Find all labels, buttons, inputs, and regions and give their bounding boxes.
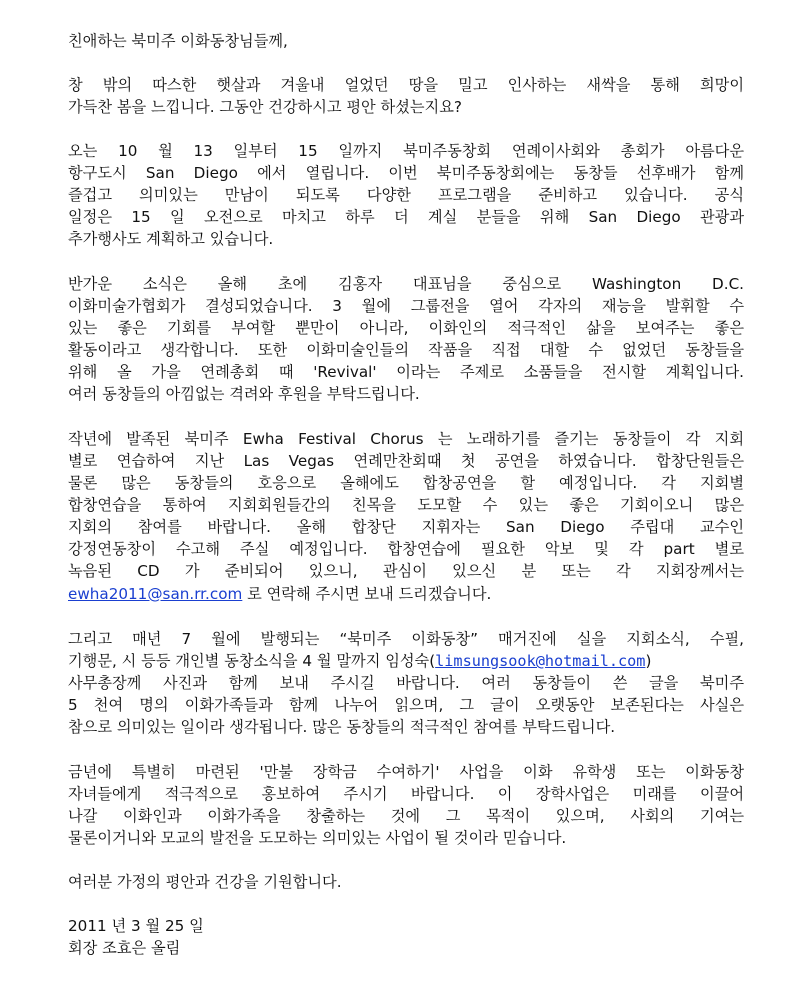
- paragraph-3-line: 활동이라고 생각합니다. 또한 이화미술인들의 작품을 직접 대할 수 없었던 동창들을: [68, 341, 744, 359]
- paragraph-5-line-text: ): [645, 652, 652, 670]
- salutation: 친애하는 북미주 이화동창님들께,: [68, 32, 288, 50]
- paragraph-4-line: 작년에 발족된 북미주 Ewha Festival Chorus 는 노래하기를 즐기는 동창들이 각 지회: [68, 430, 744, 448]
- paragraph-2-line: 일정은 15 일 오전으로 마치고 하루 더 계실 분들을 위해 San Diego 관광과: [68, 208, 744, 226]
- paragraph-3-line: 여러 동창들의 아낌없는 격려와 후원을 부탁드립니다.: [68, 385, 420, 403]
- paragraph-4-line: 지회의 참여를 바랍니다. 올해 합창단 지휘자는 San Diego 주립대 교수인: [68, 518, 744, 536]
- closing-line: 여러분 가정의 평안과 건강을 기원합니다.: [68, 873, 342, 891]
- paragraph-6-line: 나갈 이화인과 이화가족을 창출하는 것에 그 목적이 있으며, 사회의 기여는: [68, 807, 744, 825]
- paragraph-5-line: 그리고 매년 7 월에 발행되는 “북미주 이화동창” 매거진에 실을 지회소식, 수필,: [68, 630, 744, 648]
- paragraph-3-line: 이화미술가협회가 결성되었습니다. 3 월에 그룹전을 열어 각자의 재능을 발휘할 수: [68, 297, 744, 315]
- paragraph-4-line: 별로 연습하여 지난 Las Vegas 연례만찬회때 첫 공연을 하였습니다. 합창단원들은: [68, 452, 744, 470]
- paragraph-4-line: 강정연동창이 수고해 주실 예정입니다. 합창연습에 필요한 악보 및 각 part 별로: [68, 540, 744, 558]
- paragraph-3-line: 반가운 소식은 올해 초에 김홍자 대표님을 중심으로 Washington D.C.: [68, 275, 744, 293]
- paragraph-1-line: 창 밖의 따스한 햇살과 겨울내 얼었던 땅을 밀고 인사하는 새싹을 통해 희망이: [68, 76, 744, 94]
- paragraph-5-line-text: 기행문, 시 등등 개인별 동창소식을 4 월 말까지 임성숙(: [68, 652, 436, 670]
- paragraph-5-line: 5 천여 명의 이화가족들과 함께 나누어 읽으며, 그 글이 오랫동안 보존된다는 사실은: [68, 696, 744, 714]
- paragraph-4-line: 녹음된 CD 가 준비되어 있으니, 관심이 있으신 분 또는 각 지회장께서는: [68, 562, 744, 580]
- secretary-email-link[interactable]: limsungsook@hotmail.com: [435, 652, 646, 670]
- paragraph-6-line: 자녀들에게 적극적으로 홍보하여 주시기 바랍니다. 이 장학사업은 미래를 이끌어: [68, 785, 744, 803]
- paragraph-2-line: 오는 10 월 13 일부터 15 일까지 북미주동창회 연례이사회와 총회가 아름다운: [68, 142, 744, 160]
- paragraph-4-line-text: 로 연락해 주시면 보내 드리겠습니다.: [242, 585, 492, 603]
- paragraph-6-line: 금년에 특별히 마련된 '만불 장학금 수여하기' 사업을 이화 유학생 또는 이화동창: [68, 763, 744, 781]
- chorus-email-link[interactable]: ewha2011@san.rr.com: [68, 585, 243, 603]
- paragraph-4-line: 물론 많은 동창들의 호응으로 올해에도 합창공연을 할 예정입니다. 각 지회별: [68, 474, 744, 492]
- paragraph-5-line: 참으로 의미있는 일이라 생각됩니다. 많은 동창들의 적극적인 참여를 부탁드립니다.: [68, 718, 616, 736]
- paragraph-3-line: 있는 좋은 기회를 부여할 뿐만이 아니라, 이화인의 적극적인 삶을 보여주는 좋은: [68, 319, 744, 337]
- paragraph-4-line: 합창연습을 통하여 지회회원들간의 친목을 도모할 수 있는 좋은 기회이오니 많은: [68, 496, 744, 514]
- paragraph-4-line: [68, 583, 491, 605]
- paragraph-2-line: 추가행사도 계획하고 있습니다.: [68, 230, 274, 248]
- paragraph-5-line: [68, 650, 651, 672]
- paragraph-5-line: 사무총장께 사진과 함께 보내 주시길 바랍니다. 여러 동창들이 쓴 글을 북미주: [68, 674, 744, 692]
- paragraph-6-line: 물론이거니와 모교의 발전을 도모하는 의미있는 사업이 될 것이라 믿습니다.: [68, 829, 567, 847]
- letter-date: 2011 년 3 월 25 일: [68, 917, 204, 935]
- paragraph-2-line: 항구도시 San Diego 에서 열립니다. 이번 북미주동창회에는 동창들 선후배가 함께: [68, 164, 744, 182]
- paragraph-1-line: 가득찬 봄을 느낍니다. 그동안 건강하시고 평안 하셨는지요?: [68, 98, 462, 116]
- signature: 회장 조효은 올림: [68, 939, 181, 957]
- paragraph-2-line: 즐겁고 의미있는 만남이 되도록 다양한 프로그램을 준비하고 있습니다. 공식: [68, 186, 744, 204]
- paragraph-3-line: 위해 올 가을 연례총회 때 'Revival' 이라는 주제로 소품들을 전시할 계획입니다.: [68, 363, 744, 381]
